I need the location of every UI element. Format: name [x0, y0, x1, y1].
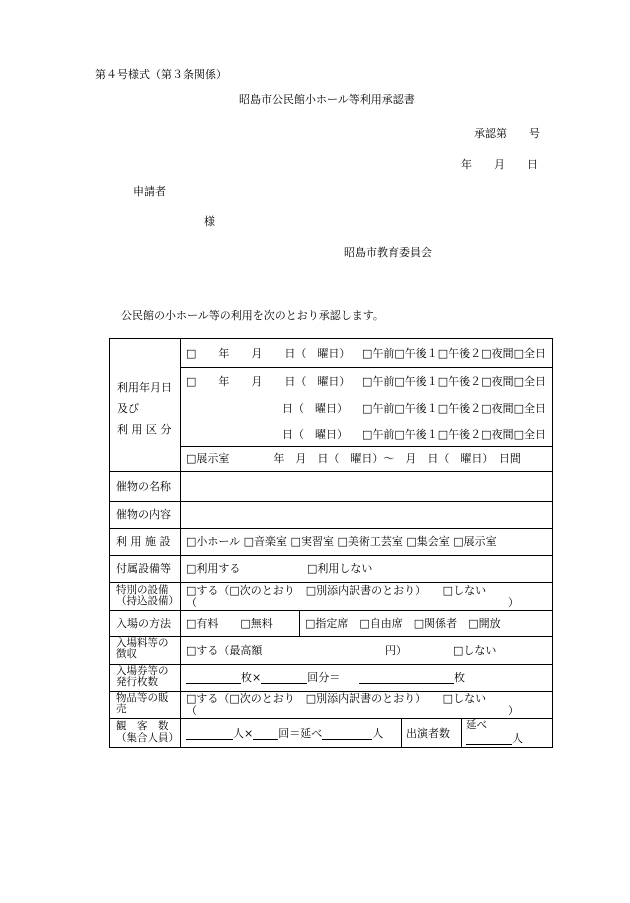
- event-name-label: 催物の名称: [116, 480, 171, 493]
- date-label-3: 利 用 区 分: [117, 423, 172, 436]
- admission-label: 入場の方法: [116, 617, 171, 630]
- honorific: 様: [204, 215, 215, 228]
- audience-kai: 回＝延べ: [278, 727, 323, 740]
- ticket-total: [359, 671, 465, 684]
- special-label-2: （持込設備）: [116, 595, 179, 607]
- audience-line: [186, 727, 383, 740]
- date-row-1: □ 年 月 日（ 曜日）: [186, 347, 351, 360]
- special-paren-close: ）: [508, 596, 519, 609]
- date-label-1: 利用年月日: [117, 381, 172, 394]
- exhibition-row: □展示室 年 月 日（ 曜日）～ 月 日（ 曜日） 日間: [186, 452, 521, 465]
- intro-text: 公民館の小ホール等の利用を次のとおり承認します。: [121, 309, 384, 322]
- equipment-label: 付属設備等: [116, 562, 171, 575]
- audience-nin2: 人: [372, 727, 384, 740]
- approval-table: [109, 338, 553, 748]
- equipment-use: □利用する: [186, 562, 241, 575]
- fee-yen: 円）: [385, 644, 407, 657]
- special-paren-open: （: [186, 596, 197, 609]
- issue-date: 年 月 日: [461, 158, 538, 171]
- sales-options: □する（□次のとおり □別添内訳書のとおり） □しない: [186, 692, 487, 705]
- performers-label: 出演者数: [406, 727, 450, 740]
- performers-count: [466, 732, 523, 745]
- fee-none: □しない: [453, 644, 497, 657]
- ticket-label-1: 入場券等の: [116, 665, 169, 677]
- special-options: □する（□次のとおり □別添内訳書のとおり） □しない: [186, 584, 487, 597]
- fee-label-1: 入場料等の: [116, 637, 169, 649]
- sales-paren-open: （: [186, 704, 197, 717]
- ticket-mai2: 枚: [454, 671, 465, 684]
- slot-row-4: □午前□午後１□午後２□夜間□全日: [362, 428, 546, 441]
- audience-label-2: （集合人員）: [116, 732, 179, 744]
- form-number: 第４号様式（第３条関係）: [95, 68, 227, 81]
- audience-label-1: 観 客 数: [116, 720, 169, 732]
- performers-nin: 人: [512, 732, 523, 745]
- ticket-label-2: 発行枚数: [116, 676, 158, 688]
- event-content-label: 催物の内容: [116, 508, 171, 521]
- fee-label-2: 徴収: [116, 648, 137, 660]
- date-label-2: 及び: [117, 402, 139, 415]
- sales-label-2: 売: [116, 703, 127, 715]
- date-row-4: 日（ 曜日）: [282, 428, 348, 441]
- ticket-mai: 枚×: [241, 671, 262, 684]
- special-label-1: 特別の設備: [116, 584, 169, 596]
- equipment-nouse: □利用しない: [307, 562, 373, 575]
- performers-nobe: 延べ: [466, 719, 487, 731]
- applicant-label: 申請者: [133, 185, 166, 198]
- slot-row-2: □午前□午後１□午後２□夜間□全日: [362, 375, 546, 388]
- document-title: 昭島市公民館小ホール等利用承認書: [239, 93, 415, 106]
- facility-options: □小ホール □音楽室 □実習室 □美術工芸室 □集会室 □展示室: [186, 535, 497, 548]
- date-row-2: □ 年 月 日（ 曜日）: [186, 375, 351, 388]
- approval-number: 承認第 号: [474, 127, 540, 140]
- facility-label: 利 用 施 設: [116, 535, 171, 548]
- slot-row-1: □午前□午後１□午後２□夜間□全日: [362, 347, 546, 360]
- slot-row-3: □午前□午後１□午後２□夜間□全日: [362, 402, 546, 415]
- sales-label-1: 物品等の販: [116, 692, 169, 704]
- audience-nin: 人×: [233, 727, 254, 740]
- sales-paren-close: ）: [508, 704, 519, 717]
- issuer: 昭島市教育委員会: [344, 246, 432, 259]
- fee-options: □する（最高額: [186, 644, 263, 657]
- admission-fee: □有料 □無料: [186, 617, 273, 630]
- ticket-line: [186, 671, 340, 684]
- admission-seat: □指定席 □自由席 □関係者 □開放: [305, 617, 501, 630]
- ticket-kai: 回分＝: [307, 671, 341, 684]
- date-row-3: 日（ 曜日）: [282, 402, 348, 415]
